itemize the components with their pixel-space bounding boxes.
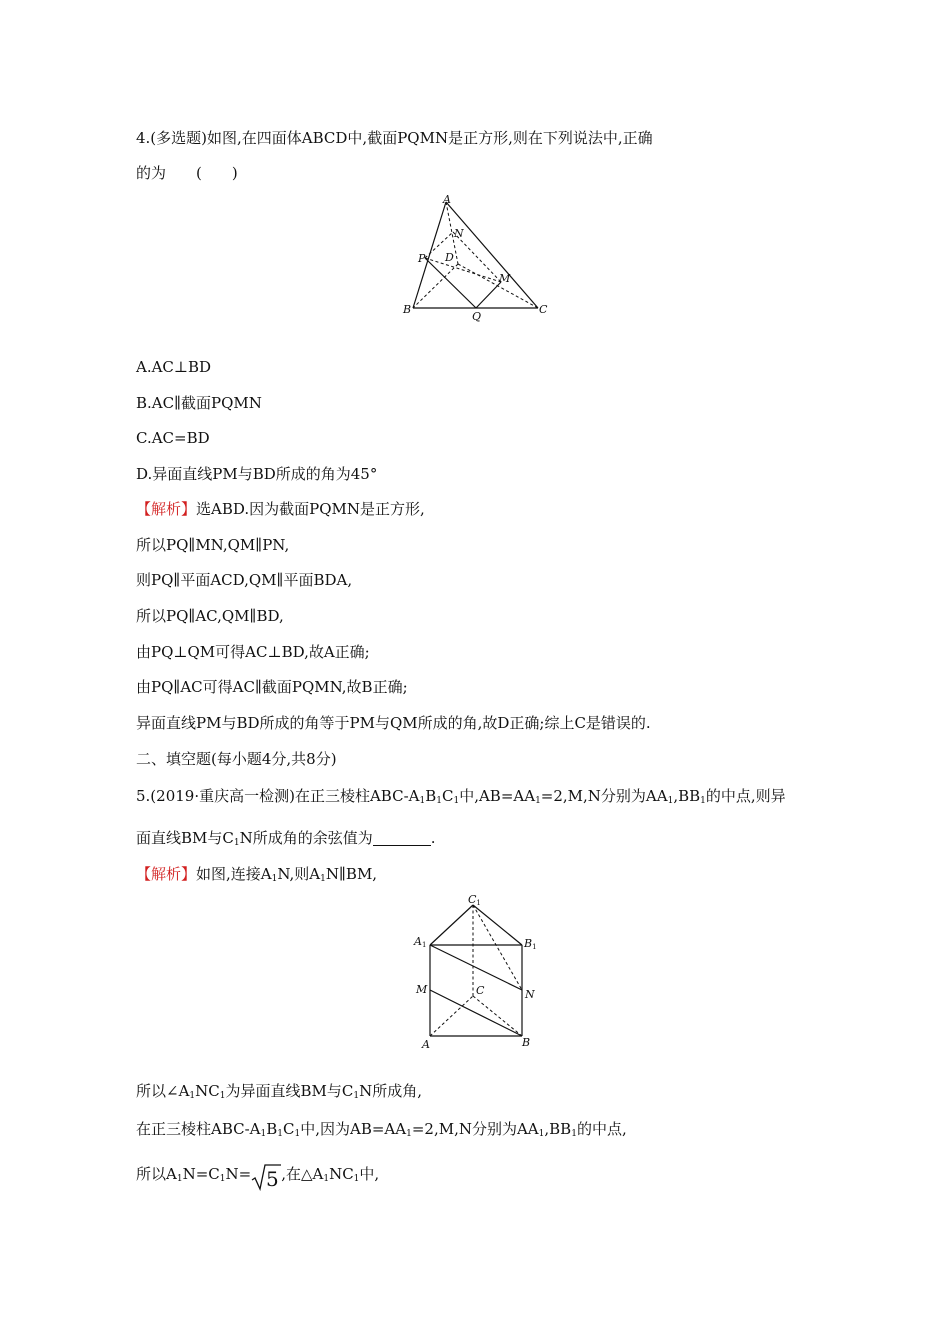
analysis-tag: 【解析】 — [136, 500, 197, 518]
label-B: B — [403, 303, 412, 316]
label-N: N — [454, 227, 464, 240]
label-M: M — [416, 983, 428, 996]
q4-analysis-line: 由PQ⊥QM可得AC⊥BD,故A正确; — [136, 643, 370, 661]
q4-analysis-line: 异面直线PM与BD所成的角等于PM与QM所成的角,故D正确;综上C是错误的. — [136, 714, 651, 732]
label-B1: B1 — [524, 937, 537, 951]
q4-option-c: C.AC=BD — [136, 429, 210, 447]
label-A1: A1 — [414, 935, 427, 949]
label-Q: Q — [472, 310, 482, 322]
q4-analysis-line: 所以PQ∥MN,QM∥PN, — [136, 536, 290, 554]
label-D: D — [445, 251, 454, 264]
q4-stem-line2: 的为 ( ) — [136, 164, 238, 182]
analysis-tag: 【解析】 — [136, 865, 197, 883]
label-C: C — [539, 303, 548, 316]
q4-option-d: D.异面直线PM与BD所成的角为45° — [136, 465, 378, 483]
sqrt-symbol — [251, 1163, 281, 1191]
label-B: B — [522, 1036, 531, 1049]
q4-analysis-first: 【解析】选ABD.因为截面PQMN是正方形, — [136, 500, 425, 518]
section-title: 二、填空题(每小题4分,共8分) — [136, 750, 337, 768]
label-C1: C1 — [468, 893, 481, 907]
prism-figure — [408, 893, 548, 1053]
label-C: C — [476, 984, 485, 997]
q4-analysis-line: 由PQ∥AC可得AC∥截面PQMN,故B正确; — [136, 678, 408, 696]
q4-analysis-line: 所以PQ∥AC,QM∥BD, — [136, 607, 284, 625]
svg-text:5: 5 — [266, 1167, 279, 1191]
sqrt-expression — [251, 1163, 281, 1194]
label-M: M — [499, 272, 511, 285]
q5-solution-line2: 在正三棱柱ABC-$A_1B_1C_1$中,因为$AB=AA_1=2,M,N$分别为$AA_1,BB_1$的中点, — [136, 1120, 627, 1139]
q5-stem-line2: 面直线BM与$C_1N$所成角的余弦值为 . — [136, 829, 436, 848]
q5-stem-line1: 5.(2019·重庆高一检测)在正三棱柱ABC-$A_1B_1C_1$中$,AB=AA_1=2,M,N$分别为$AA_1,BB_1$的中点,则异 — [136, 787, 786, 806]
q4-option-b: B.AC∥截面PQMN — [136, 394, 262, 412]
answer-blank[interactable] — [373, 831, 431, 846]
q5-solution-line1: 所以$\angle A_1NC_1$为异面直线BM与$C_1N$所成角, — [136, 1082, 422, 1101]
q4-analysis-line: 则PQ∥平面ACD,QM∥平面BDA, — [136, 571, 353, 589]
label-A: A — [422, 1038, 430, 1051]
q5-solution-line3: 所以$A_1N=C_1N=$ 5 ,在$\triangle A_1NC_1$中, — [136, 1159, 379, 1194]
label-P: P — [418, 252, 426, 265]
label-N: N — [525, 988, 535, 1001]
q4-stem-line1: 4.(多选题)如图,在四面体ABCD中,截面PQMN是正方形,则在下列说法中,正确 — [136, 129, 653, 147]
tetrahedron-figure — [398, 192, 558, 322]
q5-analysis-first: 【解析】如图,连接$A_1N$,则$A_1N\parallel BM$, — [136, 865, 378, 884]
label-A: A — [443, 193, 451, 206]
q4-option-a: A.AC⊥BD — [136, 358, 212, 376]
